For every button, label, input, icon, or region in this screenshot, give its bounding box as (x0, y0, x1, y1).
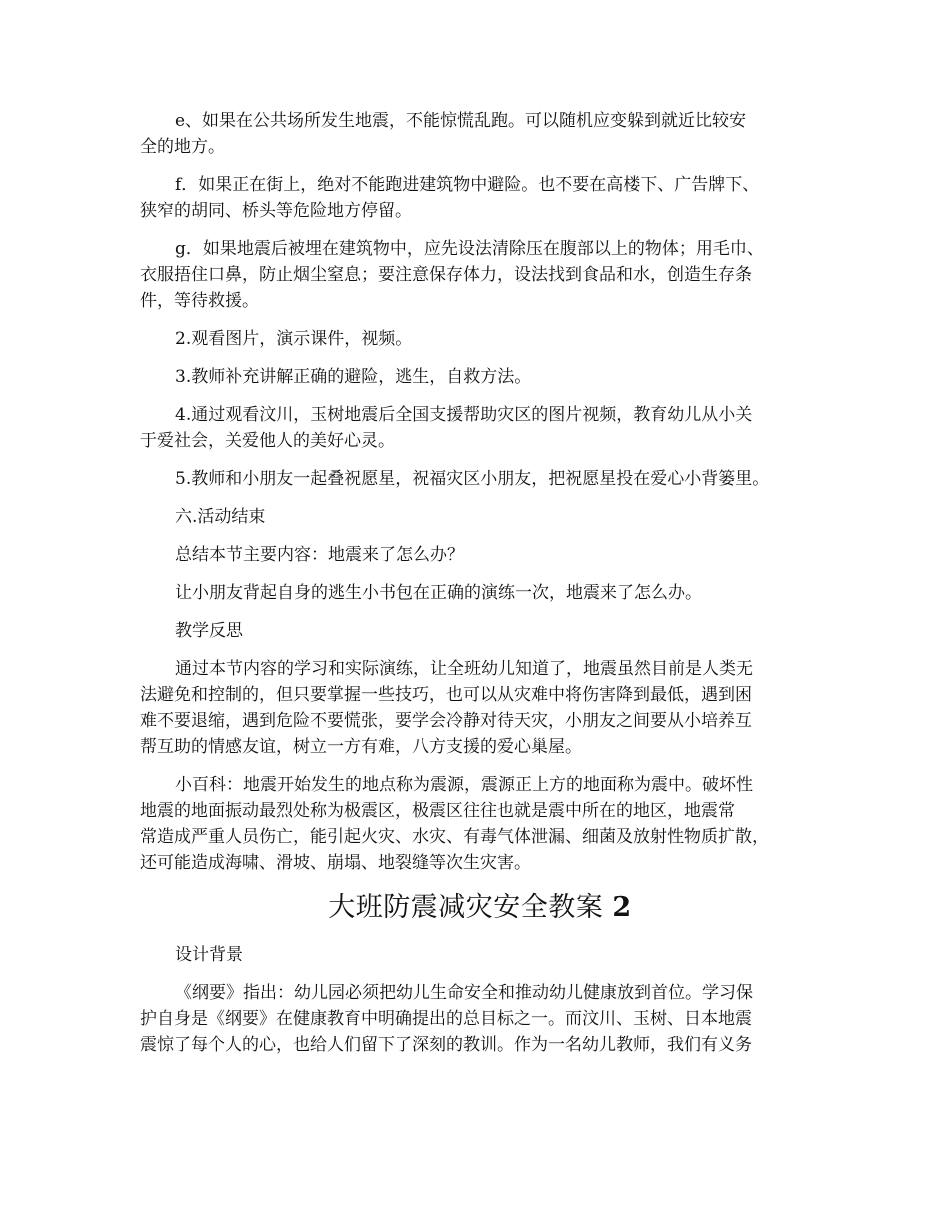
section-heading (140, 888, 820, 928)
section-after-heading (140, 942, 820, 1058)
paragraph-line: 于爱社会，关爱他人的美好心灵。 (140, 431, 395, 451)
paragraph-line: 4.通过观看汶川，玉树地震后全国支援帮助灾区的图片视频，教育幼儿从小关 (175, 405, 753, 425)
paragraph-line: f．如果正在街上，绝对不能跑进建筑物中避险。也不要在高楼下、广告牌下、 (175, 175, 760, 195)
paragraph (140, 326, 820, 352)
paragraph (140, 772, 820, 876)
paragraph-line: 《纲要》指出：幼儿园必须把幼儿生命安全和推动幼儿健康放到首位。学习保 (175, 983, 753, 1003)
paragraph (140, 108, 820, 160)
paragraph-line: 通过本节内容的学习和实际演练，让全班幼儿知道了，地震虽然目前是人类无 (175, 659, 753, 679)
paragraph-line: 件，等待救援。 (140, 291, 259, 311)
paragraph-line: 难不要退缩，遇到危险不要慌张，要学会冷静对待天灾，小朋友之间要从小培养互 (140, 711, 752, 731)
paragraph (140, 980, 820, 1058)
document-body (140, 108, 820, 1070)
paragraph (140, 172, 820, 224)
paragraph-line: 护自身是《纲要》在健康教育中明确提出的总目标之一。而汶川、玉树、日本地震 (140, 1009, 752, 1029)
section-before-heading (140, 108, 820, 876)
section-heading-number: 2 (612, 892, 632, 923)
paragraph-line: 狭窄的胡同、桥头等危险地方停留。 (140, 201, 412, 221)
paragraph-line: 还可能造成海啸、滑坡、崩塌、地裂缝等次生灾害。 (140, 853, 531, 873)
paragraph-line: 小百科：地震开始发生的地点称为震源，震源正上方的地面称为震中。破坏性 (175, 775, 753, 795)
paragraph (140, 466, 820, 492)
paragraph (140, 402, 820, 454)
paragraph-line: g．如果地震后被埋在建筑物中，应先设法清除压在腹部以上的物体；用毛巾、 (175, 239, 764, 259)
paragraph-line: 3.教师补充讲解正确的避险，逃生，自救方法。 (175, 367, 532, 387)
paragraph-line: 震惊了每个人的心，也给人们留下了深刻的教训。作为一名幼儿教师，我们有义务 (140, 1035, 752, 1055)
paragraph-line: 让小朋友背起自身的逃生小书包在正确的演练一次，地震来了怎么办。 (175, 583, 702, 603)
paragraph-line: 六.活动结束 (175, 507, 266, 527)
paragraph-line: 教学反思 (175, 621, 243, 641)
paragraph-line: 总结本节主要内容：地震来了怎么办？ (175, 545, 464, 565)
paragraph-line: 全的地方。 (140, 137, 225, 157)
paragraph (140, 580, 820, 606)
paragraph (140, 618, 820, 644)
paragraph-line: 设计背景 (175, 945, 243, 965)
paragraph-line: 地震的地面振动最烈处称为极震区，极震区往往也就是震中所在的地区，地震常 (140, 801, 735, 821)
paragraph-line: 2.观看图片，演示课件，视频。 (175, 329, 413, 349)
paragraph-line: e、如果在公共场所发生地震，不能惊慌乱跑。可以随机应变躲到就近比较安 (175, 111, 747, 131)
section-heading-text: 大班防震减灾安全教案 (328, 892, 604, 923)
paragraph (140, 542, 820, 568)
paragraph-line: 衣服捂住口鼻，防止烟尘窒息；要注意保存体力，设法找到食品和水，创造生存条 (140, 265, 752, 285)
paragraph (140, 364, 820, 390)
paragraph-line: 帮互助的情感友谊，树立一方有难，八方支援的爱心巢屋。 (140, 737, 582, 757)
paragraph-line: 法避免和控制的，但只要掌握一些技巧，也可以从灾难中将伤害降到最低，遇到困 (140, 685, 752, 705)
paragraph-line: 5.教师和小朋友一起叠祝愿星，祝福灾区小朋友，把祝愿星投在爱心小背篓里。 (175, 469, 770, 489)
paragraph (140, 236, 820, 314)
paragraph (140, 656, 820, 760)
paragraph (140, 504, 820, 530)
paragraph (140, 942, 820, 968)
paragraph-line: 常造成严重人员伤亡，能引起火灾、水灾、有毒气体泄漏、细菌及放射性物质扩散， (140, 827, 769, 847)
